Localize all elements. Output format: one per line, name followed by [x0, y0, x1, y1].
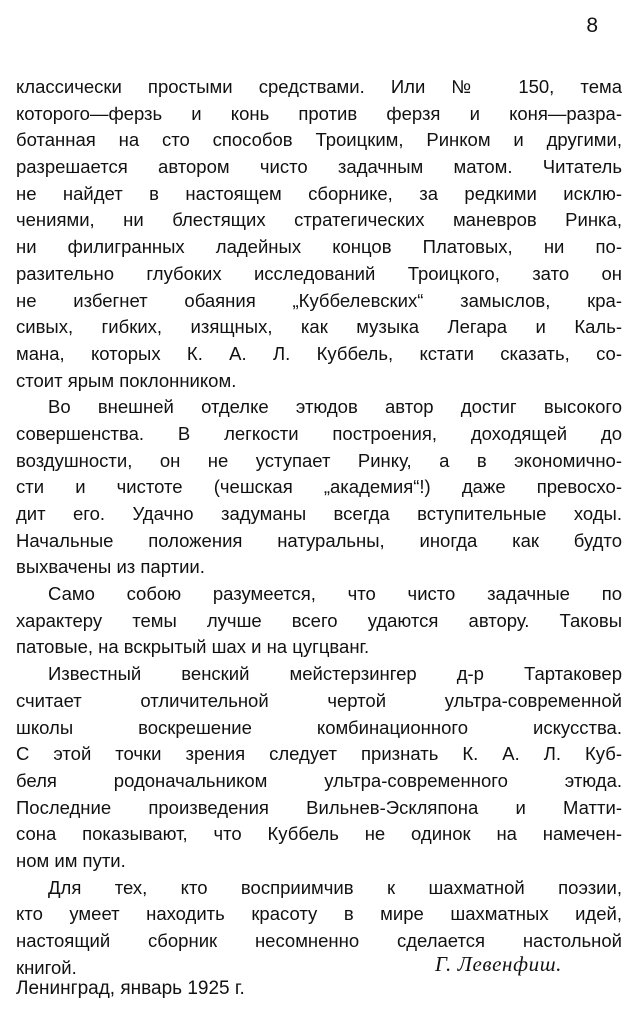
text-line: сивых, гибких, изящных, как музыка Легара и Каль- [16, 316, 622, 338]
text-line: мана, которых К. А. Л. Куббель, кстати сказать, со- [16, 342, 622, 364]
text-line: разрешается автором чисто задачным матом. Читатель [16, 156, 622, 178]
text-line: Последние произведения Вильнев-Эскляпона и Матти- [16, 796, 622, 818]
paragraph-3 [16, 581, 622, 661]
text-line: чениями, ни блестящих стратегических маневров Ринка, [16, 209, 622, 231]
text-line: настоящий сборник несомненно сделается настольной [16, 930, 622, 951]
place-and-date: Ленинград, январь 1925 г. [16, 978, 245, 999]
text-line: совершенства. В легкости построения, доходящей до [16, 422, 622, 444]
text-line: сти и чистоте (чешская „академия“!) даже превосхо- [16, 476, 622, 498]
text-line: характеру темы лучше всего удаются автору. Таковы [16, 609, 622, 631]
text-line: патовые, на вскрытый шах и на цугцванг. [16, 636, 370, 658]
text-line: не избегнет обаяния „Куббелевских“ замыслов, кра- [16, 289, 622, 311]
text-line: Начальные положения натуральны, иногда как будто [16, 529, 622, 551]
text-line: Известный венский мейстерзингер д-р Тартаковер [48, 663, 622, 685]
text-line: книгой. [16, 956, 77, 978]
text-line: классически простыми средствами. Или № 150, тема [16, 76, 622, 97]
text-line: разительно глубоких исследований Троицкого, зато он [16, 262, 622, 284]
text-line: воздушности, он не уступает Ринку, а в экономично- [16, 449, 622, 471]
text-line: выхвачены из партии. [16, 556, 205, 578]
text-line: ботанная на сто способов Троицким, Ринком и другими, [16, 129, 622, 151]
text-line: ном им пути. [16, 849, 126, 871]
text-line: С этой точки зрения следует признать К. А. Л. Куб- [16, 743, 622, 765]
paragraph-2 [16, 394, 622, 581]
text-line: которого—ферзь и конь против ферзя и коня—разра- [16, 102, 622, 124]
text-line: Во внешней отделке этюдов автор достиг высокого [48, 396, 622, 418]
paragraph-4 [16, 661, 622, 875]
text-line: Для тех, кто восприимчив к шахматной поэзии, [48, 876, 622, 898]
body-text [16, 74, 622, 981]
paragraph-1 [16, 74, 622, 394]
text-line: кто умеет находить красоту в мире шахматных идей, [16, 903, 622, 925]
page-number: 8 [586, 14, 598, 37]
text-line: ни филигранных ладейных концов Платовых, ни по- [16, 236, 622, 258]
text-line: сона показывают, что Куббель не одинок на намечен- [16, 823, 622, 845]
text-line: школы воскрешение комбинационного искусства. [16, 716, 622, 738]
text-line: считает отличительной чертой ультра-современной [16, 689, 622, 711]
author-signature: Г. Левенфиш. [435, 952, 562, 976]
text-line: дит его. Удачно задуманы всегда вступительные ходы. [16, 503, 622, 524]
text-line: беля родоначальником ультра-современного этюда. [16, 769, 622, 791]
text-line: не найдет в настоящем сборнике, за редкими исклю- [16, 182, 622, 204]
text-line: стоит ярым поклонником. [16, 369, 237, 391]
text-line: Само собою разумеется, что чисто задачные по [48, 583, 622, 605]
